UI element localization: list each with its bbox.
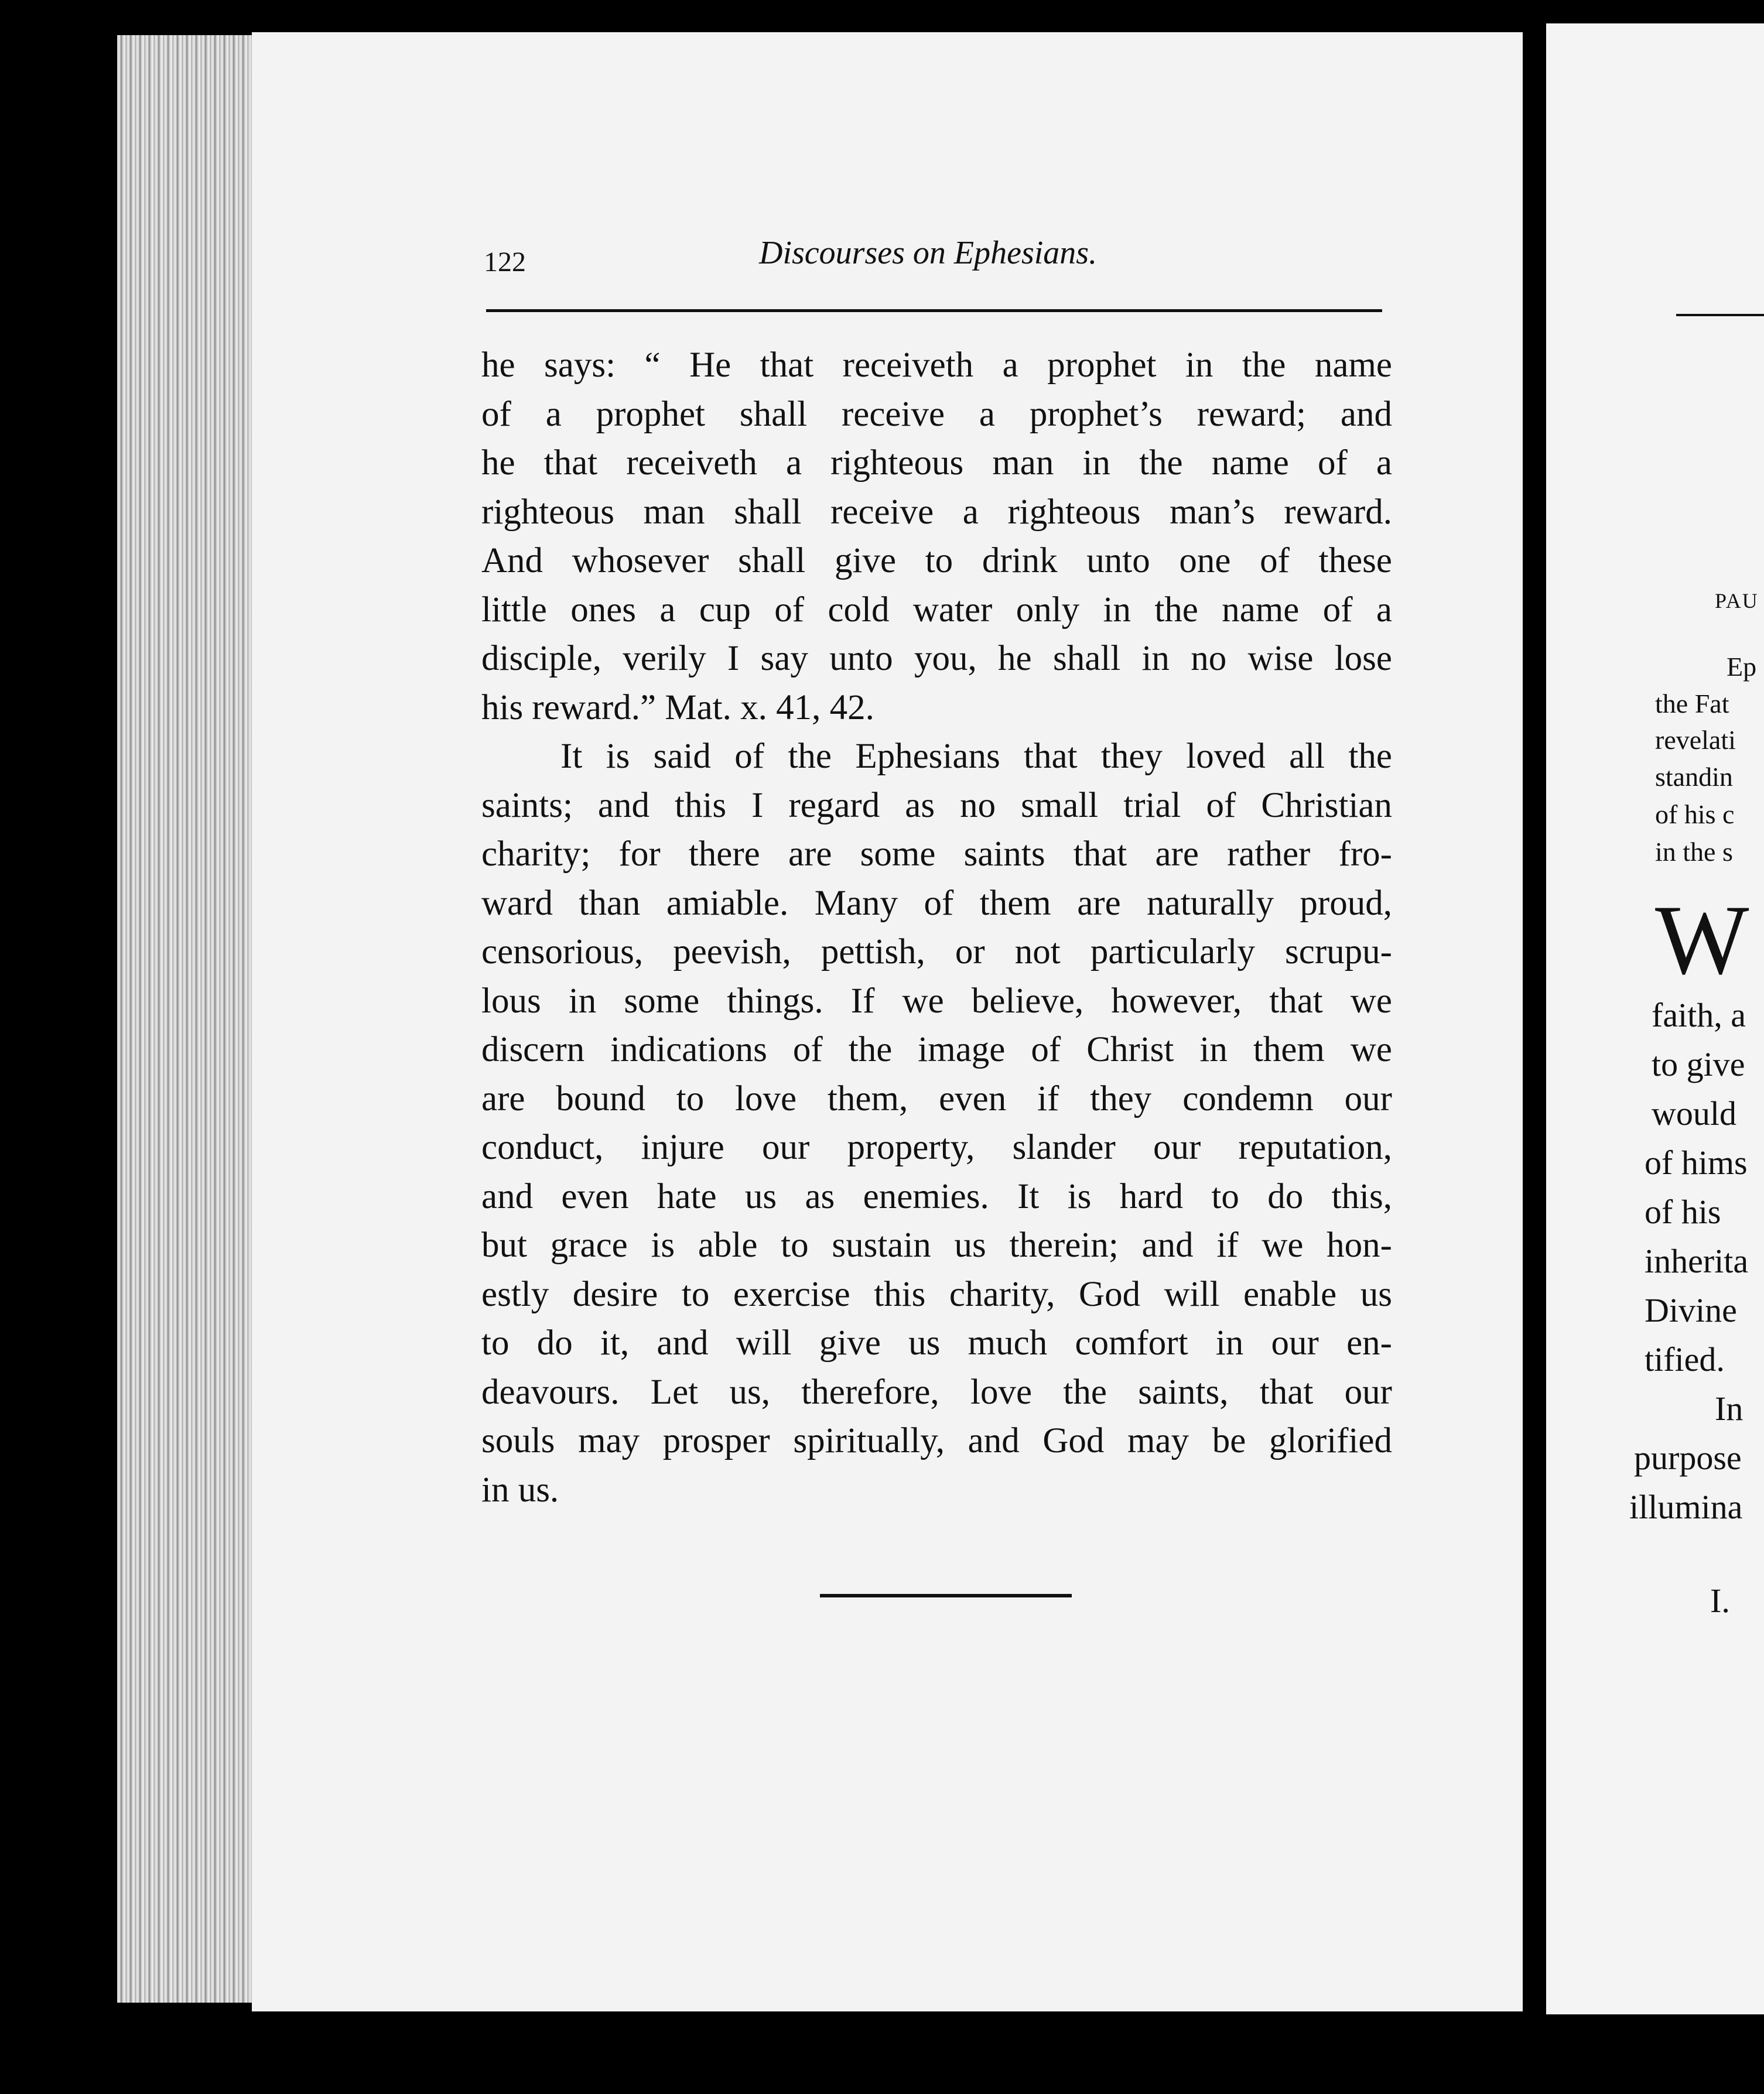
text-line: to do it, and will give us much comfort in our en- [481,1323,1392,1363]
text-line: saints; and this I regard as no small trial of Christian [481,785,1392,825]
text-line: charity; for there are some saints that are rather fro- [481,834,1392,874]
header-rule [486,309,1382,312]
right-page-fragment: standin [1655,762,1733,792]
right-page-fragment: of his [1645,1193,1721,1231]
right-page-fragment: to give [1652,1045,1745,1083]
right-page-fragment: of hims [1645,1144,1748,1182]
right-page-fragment: purpose [1634,1439,1742,1477]
text-line: It is said of the Ephesians that they loved all the [560,737,1392,776]
book-page-edges [117,35,258,2003]
text-line: in us. [481,1470,559,1510]
right-page-fragment: would [1652,1094,1736,1132]
text-line: disciple, verily I say unto you, he shall in no wise lose [481,639,1392,678]
right-page-fragment: the Fat [1655,689,1729,718]
right-page-fragment: in the s [1655,837,1733,867]
right-page-fragment: revelati [1655,725,1736,755]
text-line: conduct, injure our property, slander our reputation, [481,1128,1392,1167]
text-line: he that receiveth a righteous man in the name of a [481,443,1392,483]
paragraph [481,341,1392,732]
right-page-heading-fragment: PAU [1715,589,1759,613]
right-page-fragment: faith, a [1652,996,1746,1034]
right-page-fragment: In [1715,1390,1744,1428]
text-line: of a prophet shall receive a prophet’s reward; and [481,394,1392,434]
body-text [481,341,1392,1514]
text-line: he says: “ He that receiveth a prophet in the name [481,345,1392,385]
text-line: righteous man shall receive a righteous man’s reward. [481,492,1392,532]
text-line: souls may prosper spiritually, and God may be glorified [481,1421,1392,1460]
right-page-fragment: tified. [1645,1340,1725,1378]
right-page-rule [1676,314,1764,316]
text-line: and even hate us as enemies. It is hard to do this, [481,1176,1392,1216]
page-header [484,234,1386,281]
text-line: his reward.” Mat. x. 41, 42. [481,687,874,727]
text-line: lous in some things. If we believe, however, that we [481,981,1392,1021]
right-page-fragment: Ep [1727,652,1757,682]
right-page-fragment: illumina [1629,1488,1743,1526]
right-page-fragment: I. [1710,1582,1730,1620]
right-page-fragment: inherita [1645,1242,1749,1280]
right-page-fragment: of his c [1655,799,1735,829]
text-line: And whosever shall give to drink unto one of these [481,541,1392,580]
text-line: ward than amiable. Many of them are naturally proud, [481,883,1392,923]
text-line: but grace is able to sustain us therein; and if we hon- [481,1226,1392,1265]
text-line: little ones a cup of cold water only in the name of a [481,590,1392,629]
paragraph [481,732,1392,1514]
page-number: 122 [484,247,526,278]
text-line: deavours. Let us, therefore, love the saints, that our [481,1372,1392,1412]
text-line: are bound to love them, even if they condemn our [481,1079,1392,1118]
running-title: Discourses on Ephesians. [759,235,1098,271]
end-rule [820,1594,1072,1597]
text-line: discern indications of the image of Christ in them we [481,1030,1392,1069]
right-page-fragment: Divine [1645,1291,1737,1329]
right-page-drop-cap: W [1655,885,1749,995]
text-line: estly desire to exercise this charity, God will enable us [481,1274,1392,1314]
text-line: censorious, peevish, pettish, or not particularly scrupu- [481,932,1392,971]
